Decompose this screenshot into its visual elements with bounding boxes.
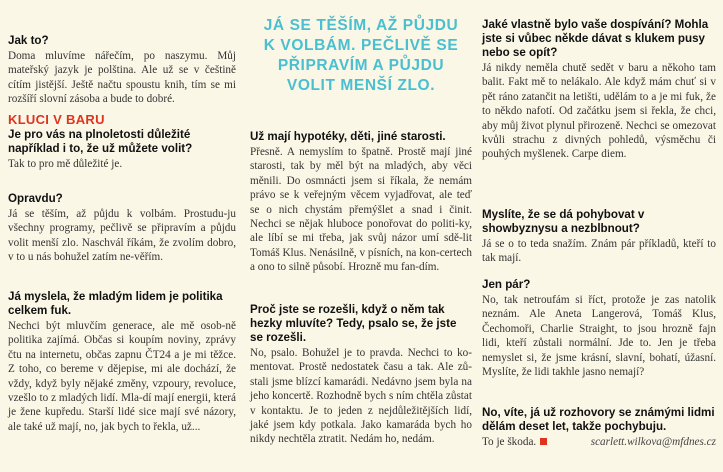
- answer-text: Tak to pro mě důležité je.: [8, 158, 123, 170]
- question-heading: Jen pár?: [482, 278, 531, 291]
- question-heading: No, víte, já už rozhovory se známými lidmi dělám deset let, takže pochybuju.: [482, 406, 715, 433]
- qa-block: [482, 208, 716, 266]
- end-mark-icon: [540, 438, 547, 445]
- qa-block: [250, 303, 472, 447]
- question-heading: Jaké vlastně bylo vaše dospívání? Mohla jste si vůbec někde dávat s klukem pusy nebo se opít?: [482, 18, 709, 59]
- qa-block: [482, 18, 716, 162]
- answer-text: Já se těším, až půjdu k volbám. Prostudu-ju všechny programy, pečlivě se připravím a půjdu volit menší zlo. Naschvál říkám, že zvolím dobro, v to u nás bohužel zatím ne-věřím.: [8, 208, 236, 264]
- qa-block: [8, 34, 236, 107]
- question-heading: Už mají hypotéky, děti, jiné starosti.: [250, 130, 446, 143]
- author-email: scarlett.wilkova@mfdnes.cz: [590, 436, 716, 448]
- question-heading: Je pro vás na plnoletosti důležité například i to, že už můžete volit?: [8, 128, 193, 155]
- answer-text: Nechci být mluvčím generace, ale mě osob-ně politika zajímá. Občas si koupím noviny, zprávy čtu na internetu, občas zapnu ČT24 a je mi těžce. Z toho, co bereme v dějepise, mi ale dochází, že vždy, když byly nějaké změny, vzpoury, revoluce, vzešlo to z mladých lidí. Mla-dí mají energii, která je žene kupředu. Starší lidé sice mají své názory, ale také už mají, no, jak bych to řekla, už...: [8, 320, 236, 433]
- qa-block: [8, 192, 236, 265]
- answer-text: Já nikdy neměla chutě sedět v baru a někoho tam balit. Fakt mě to nelákalo. Ale když mám chuť si v pět ráno zatančit na letišti, udělám to a je mi fuk, že to někdo nafotí. Od začátku jsem si řekla, že chci, aby můj život plynul přirozeně. Nechci se omezovat kvůli strachu z divných pohledů, výsměchu či pouhých myšlenek. Carpe diem.: [482, 62, 716, 161]
- question-heading: Proč jste se rozešli, když o něm tak hezky mluvíte? Tedy, psalo se, že jste se rozešli.: [250, 303, 457, 344]
- qa-block: [8, 290, 236, 434]
- section-kicker: KLUCI V BARU: [8, 112, 105, 127]
- answer-text: To je škoda.: [482, 436, 537, 448]
- pull-quote: JÁ SE TĚŠÍM, AŽ PŮJDU K VOLBÁM. PEČLIVĚ SE PŘIPRAVÍM A PŮJDU VOLIT MENŠÍ ZLO.: [263, 17, 459, 94]
- qa-block: [8, 128, 236, 171]
- qa-block: [250, 130, 472, 275]
- answer-text: No, tak netroufám si říct, protože je zas natolik neznám. Ale Aneta Langerová, Tomáš Klus, Čechomoři, Charlie Straight, to jsou hrozně fajn lidi, kteří zůstali normální. Jde to. Jen je třeba nemyslet si, že jsme krásní, slavní, bohatí, úžasní. Myslíte, že lidi takhle jasno nemají?: [482, 294, 716, 379]
- answer-text: Přesně. A nemyslím to špatně. Prostě mají jiné starosti, tak by měl být na mladých, aby věci měnili. Do osmnácti jsem si říkala, že nemám právo se k veřejným věcem vyjadřovat, ale teď se o nich chystám přemýšlet a snad i činit. Nechci se nějak hluboce ponořovat do politi-ky, ale líbí se mi třeba, jak svůj názor umí sdě-lit Tomáš Klus. Nenásilně, v písních, na kon-certech a ono to silně působí. Hrozně mu fan-dím.: [250, 146, 472, 274]
- answer-text: Já se o to teda snažím. Znám pár příkladů, kteří to tak mají.: [482, 238, 716, 265]
- pull-quote-block: [256, 16, 466, 96]
- question-heading: Opravdu?: [8, 192, 63, 205]
- answer-text: Doma mluvíme nářečím, po naszymu. Můj mateřský jazyk je polština. Ale už se v češtině cítím jistější. Ještě načtu spoustu knih, tím se mi rozšíří slovní zásoba a bude to dobré.: [8, 50, 236, 106]
- qa-block: [482, 406, 716, 448]
- closing-line: [482, 436, 716, 448]
- question-heading: Myslíte, že se dá pohybovat v showbyznysu a nezblbnout?: [482, 208, 645, 235]
- question-heading: Já myslela, že mladým lidem je politika celkem fuk.: [8, 290, 223, 317]
- question-heading: Jak to?: [8, 34, 49, 47]
- qa-block: [482, 278, 716, 379]
- answer-text: No, psalo. Bohužel je to pravda. Nechci to ko-mentovat. Prostě nedostatek času a tak. Ale zů-stali jsme blízcí kamarádi. Nedávno jsem byla na jeho koncertě. Rozhodně bych s ním chtěla zůstat v kontaktu. Je to jeden z nejdůležitějších lidí, jaké jsem kdy potkala. Jako kamaráda bych ho nikdy nechtěla ztratit. Nedám ho, nedám.: [250, 347, 472, 446]
